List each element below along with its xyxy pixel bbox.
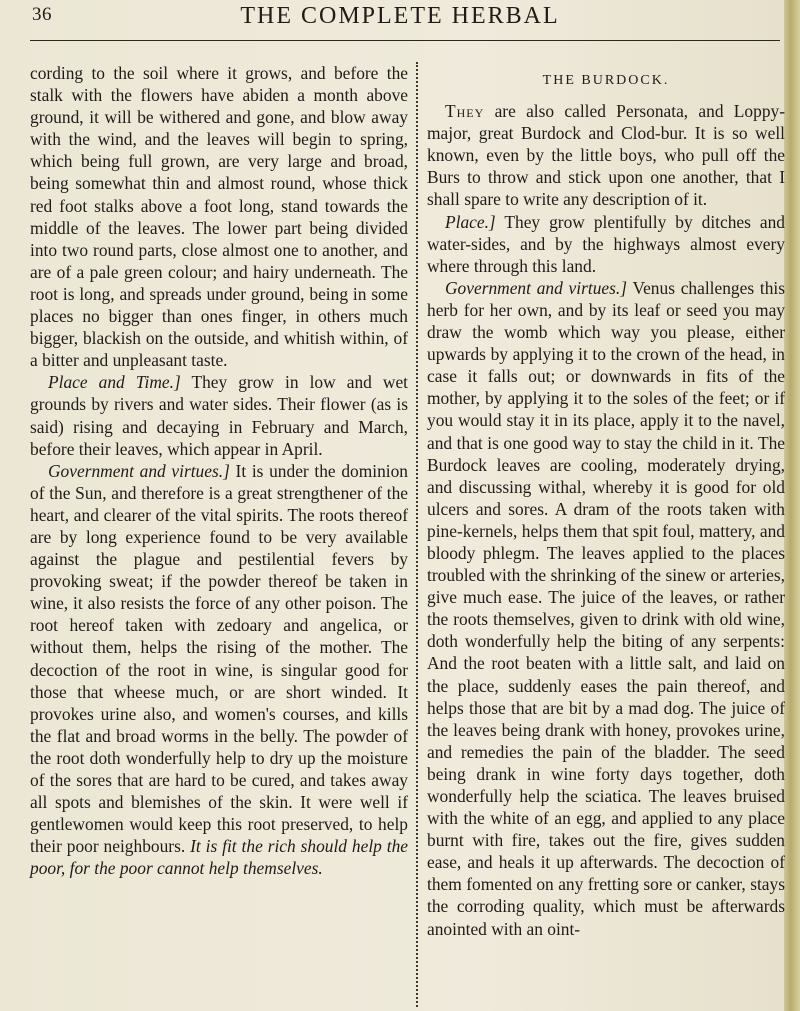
lead-word: They [445,101,485,122]
right-column [427,62,785,940]
paragraph-text: It is under the dominion of the Sun, and therefore is a great strengthener of the heart, and clearer of the vital spirits. The roots thereof are by long experience found to be very available against the plague and pestilential fevers by provoking sweat; if the powder thereof be taken in wine, it also resists the force of any other poison. The root hereof taken with zedoary and angelica, or without them, helps the rising of the mother. The decoction of the root in wine, is singular good for those that wheese much, or are short winded. It provokes urine also, and women's courses, and kills the flat and broad worms in the belly. The powder of the root doth wonderfully help to dry up the moisture of the sores that are hard to be cured, and takes away all spots and blemishes of the skin. It were well if gentlewomen would keep this root preserved, to help their poor neighbours. [30,460,408,857]
paragraph [427,100,785,210]
paragraph [427,211,785,277]
section-label: Place.] [445,211,496,232]
running-title: THE COMPLETE HERBAL [240,3,560,29]
paragraph-text: are also called Personata, and Loppy-major, great Burdock and Clod-bur. It is so well known, even by the little boys, who pull off the Burs to throw and stick upon one another, that I shall spare to write any description of it. [427,101,785,210]
section-title: THE BURDOCK. [542,73,670,88]
paragraph [30,371,408,459]
header-rule [30,40,780,41]
paragraph-text: They grow in low and wet grounds by rivers and water sides. Their flower (as is said) rising and decaying in February and March, before their leaves, which appear in April. [30,372,409,459]
column-divider [416,62,418,1007]
section-label: Government and virtues.] [48,460,230,481]
closing-remark: It is fit the rich should help the poor, for the poor cannot help themselves. [30,836,409,879]
section-label: Government and virtues.] [445,277,628,298]
paragraph [30,62,408,371]
paragraph-text: They grow plentifully by ditches and water-sides, and by the highways almost every where through this land. [427,211,785,276]
section-label: Place and Time.] [48,372,181,393]
paragraph-text: cording to the soil where it grows, and before the stalk with the flowers have abiden a month above ground, it will be withered and gone, and blow away with the wind, and the leaves will begin to spring, which being full grown, are very large and broad, being somewhat thin and almost round, whose thick red foot stalks above a foot long, stand towards the middle of the leaves. The lower part being divided into two round parts, close almost one to another, and are of a pale green colour; and hairy underneath. The root is long, and spreads under ground, being in some places no bigger than ones finger, in others much bigger, blackish on the outside, and whitish within, of a bitter and unpleasant taste. [30,63,408,371]
left-column [30,62,408,879]
paragraph [30,460,408,880]
paragraph-text: Venus challenges this herb for her own, and by its leaf or seed you may draw the womb which way you please, either upwards by applying it to the crown of the head, in case it falls out; or downwards in fits of the mother, by applying it to the soles of the feet; or if you would stay it in its place, apply it to the navel, and that is one good way to stay the child in it. The Burdock leaves are cooling, moderately drying, and discussing withal, whereby it is good for old ulcers and sores. A dram of the roots taken with pine-kernels, helps them that spit foul, mattery, and bloody phlegm. The leaves applied to the places troubled with the shrinking of the sinew or arteries, give much ease. The juice of the leaves, or rather the roots themselves, given to drink with old wine, doth wonderfully help the biting of any serpents: And the root beaten with a little salt, and laid on the place, suddenly eases the pain thereof, and helps those that are bit by a mad dog. The juice of the leaves being drank with honey, provokes urine, and remedies the pain of the bladder. The seed being drank in wine forty days together, doth wonderfully help the sciatica. The leaves bruised with the white of an egg, and applied to any place burnt with fire, takes out the fire, gives sudden ease, and heals it up afterwards. The decoction of them fomented on any fretting sore or canker, stays the corroding quality, which must be afterwards anointed with an oint- [427,277,785,939]
paragraph [427,277,785,940]
page-edge [784,0,800,1011]
page-number: 36 [32,4,52,25]
page-header [30,0,770,50]
